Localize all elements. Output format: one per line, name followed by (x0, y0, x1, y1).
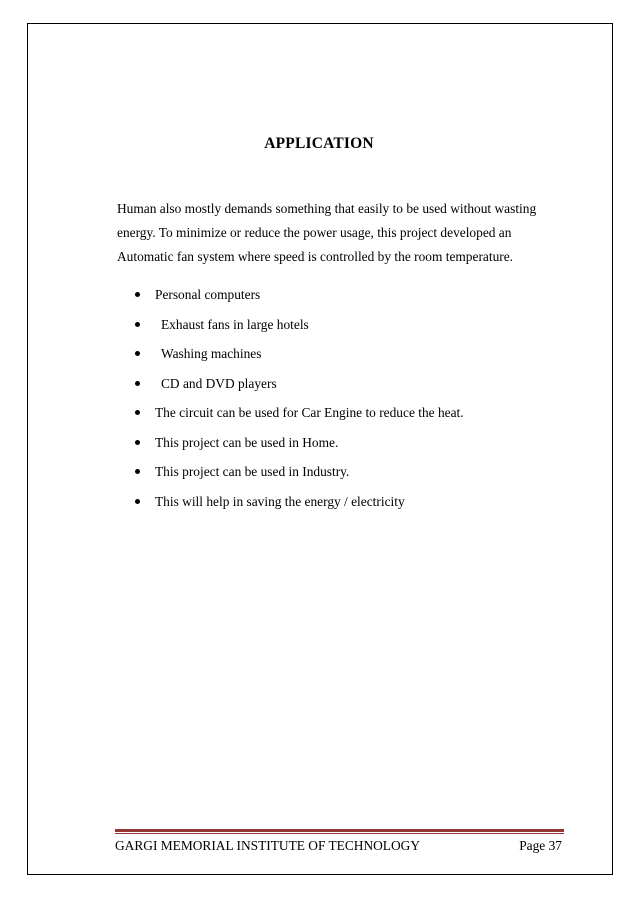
bullet-icon (135, 322, 140, 327)
list-item (135, 345, 555, 375)
paragraph-line: Human also mostly demands something that easily to be used without wasting (117, 201, 537, 216)
intro-paragraph (117, 200, 537, 272)
paragraph-line: Automatic fan system where speed is controlled by the room temperature. (117, 249, 514, 264)
list-item-text: Exhaust fans in large hotels (161, 316, 309, 332)
bullet-icon (135, 292, 140, 297)
list-item-text: This project can be used in Home. (155, 434, 339, 450)
footer-rule-thin (115, 833, 564, 834)
list-item-text: Personal computers (155, 287, 261, 302)
list-item-text: The circuit can be used for Car Engine to reduce the heat. (155, 405, 464, 420)
footer-page-number: Page 37 (519, 838, 562, 853)
application-list (135, 286, 555, 522)
list-item (135, 493, 555, 523)
list-item (135, 375, 555, 405)
list-item (135, 434, 555, 464)
paragraph-line: energy. To minimize or reduce the power usage, this project developed an (117, 225, 512, 240)
bullet-icon (135, 440, 140, 445)
list-item (135, 316, 555, 346)
bullet-icon (135, 381, 140, 386)
page-title: APPLICATION (264, 135, 374, 152)
bullet-icon (135, 469, 140, 474)
list-item-text: CD and DVD players (161, 375, 277, 391)
bullet-icon (135, 499, 140, 504)
list-item (135, 404, 555, 434)
footer-institute: GARGI MEMORIAL INSTITUTE OF TECHNOLOGY (115, 838, 420, 853)
bullet-icon (135, 351, 140, 356)
list-item (135, 286, 555, 316)
list-item (135, 463, 555, 493)
footer-rule (115, 829, 564, 832)
list-item-text: Washing machines (161, 346, 262, 361)
list-item-text: This project can be used in Industry. (155, 464, 350, 479)
list-item-text: This will help in saving the energy / electricity (155, 493, 405, 509)
bullet-icon (135, 410, 140, 415)
